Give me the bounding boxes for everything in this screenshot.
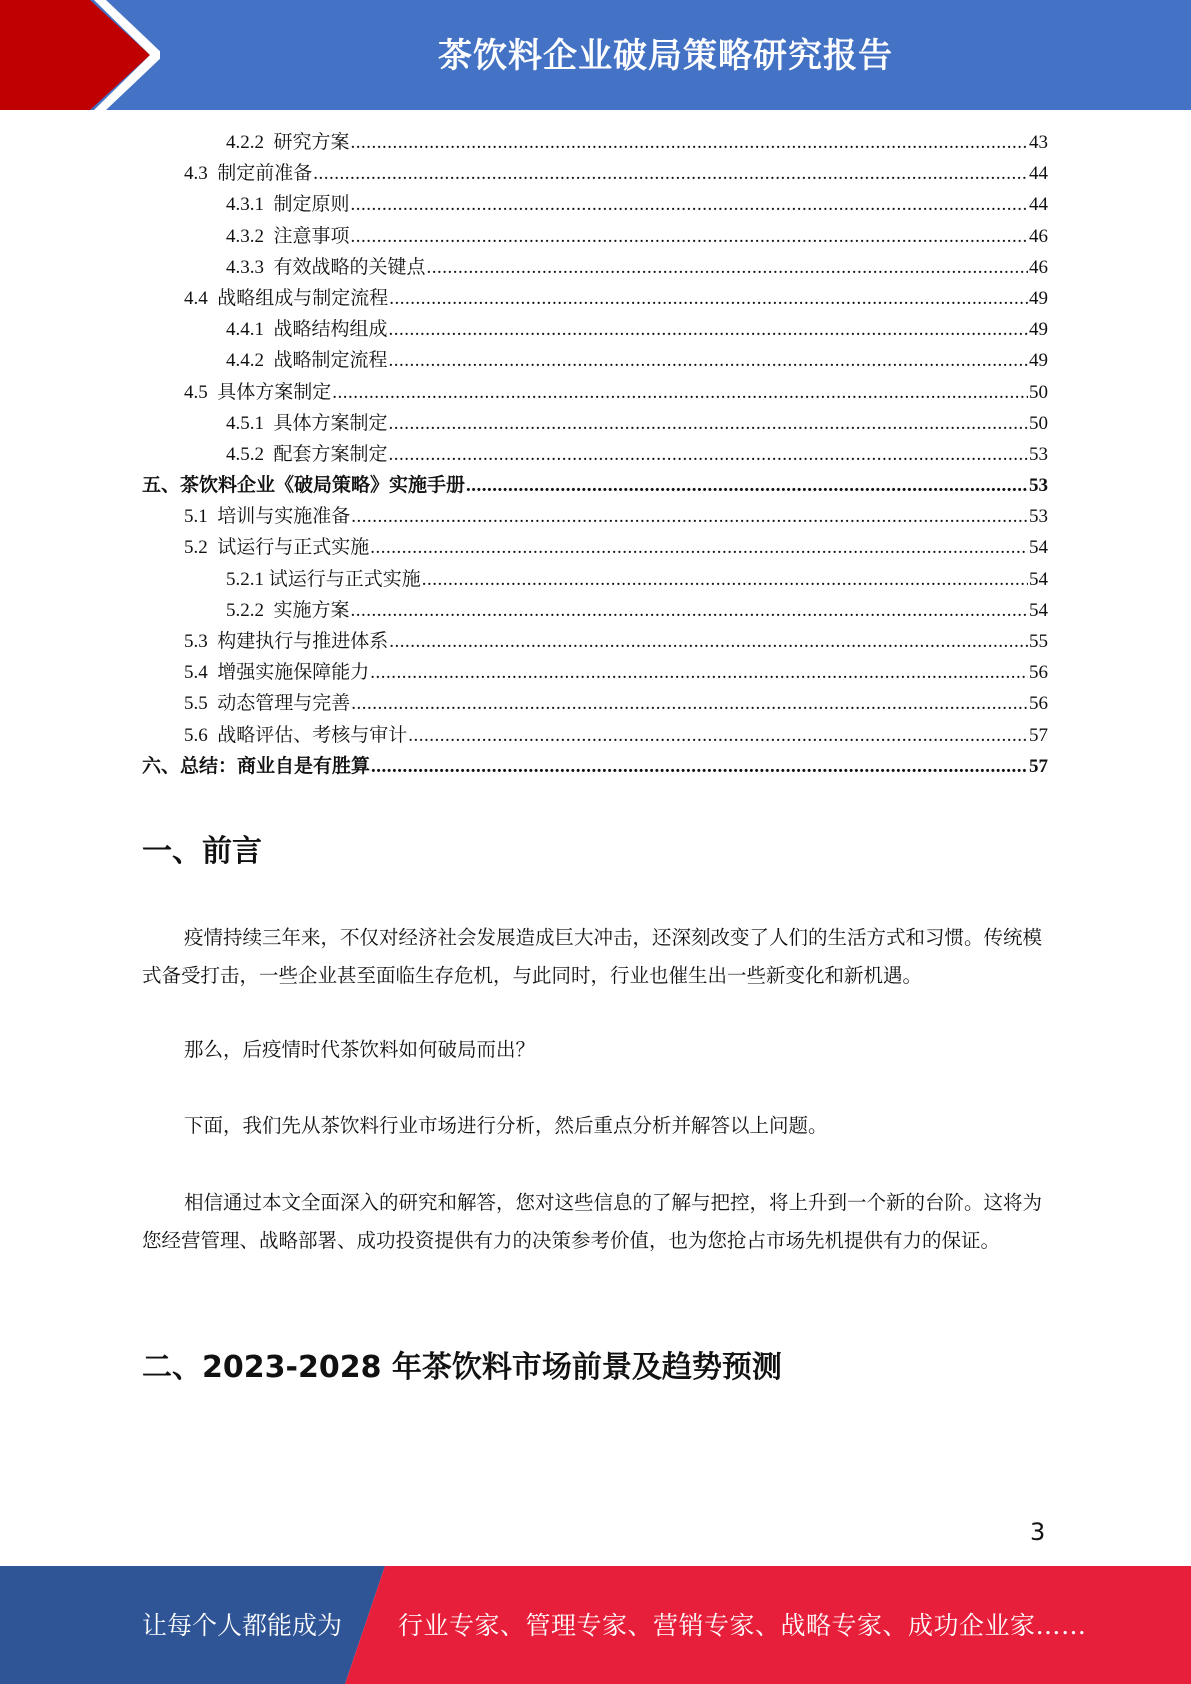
toc-entry-page: 50: [1029, 381, 1048, 403]
toc-leader-dots: [371, 751, 1028, 782]
toc-entry[interactable]: [142, 626, 1048, 657]
toc-entry[interactable]: [142, 189, 1048, 220]
toc-entry[interactable]: [142, 283, 1048, 314]
toc-entry-title: 五、茶饮料企业《破局策略》实施手册: [142, 475, 466, 497]
toc-entry-number: 5.3: [184, 631, 218, 652]
toc-leader-dots: [389, 439, 1028, 470]
toc-entry-number: 5.4: [184, 662, 218, 684]
toc-entry-page: 49: [1029, 319, 1048, 341]
toc-entry-number: 4.3.2: [226, 225, 274, 247]
toc-leader-dots: [351, 595, 1028, 626]
toc-entry-page: 56: [1029, 662, 1048, 684]
toc-entry-page: 46: [1029, 225, 1048, 247]
toc-entry[interactable]: [142, 127, 1048, 158]
page-number: 3: [1030, 1518, 1046, 1546]
toc-entry[interactable]: [142, 564, 1048, 595]
toc-leader-dots: [389, 626, 1028, 657]
toc-leader-dots: [351, 127, 1028, 158]
toc-leader-dots: [389, 408, 1028, 439]
toc-entry-number: 5.6: [184, 724, 218, 746]
toc-entry-page: 55: [1029, 631, 1048, 652]
toc-entry-title: 六、总结：商业自是有胜算: [142, 755, 371, 777]
toc-entry-page: 50: [1029, 412, 1048, 434]
toc-entry[interactable]: [142, 688, 1048, 719]
toc-leader-dots: [427, 252, 1028, 283]
toc-leader-dots: [313, 158, 1028, 189]
toc-entry-title: 试运行与正式实施: [268, 568, 421, 590]
toc-entry-page: 44: [1029, 194, 1048, 216]
toc-entry[interactable]: [142, 252, 1048, 283]
toc-entry[interactable]: [142, 532, 1048, 563]
toc-entry[interactable]: [142, 720, 1048, 751]
toc-entry-number: 4.3.3: [226, 256, 274, 278]
section-heading-preface: 一、前言: [142, 834, 262, 869]
section-heading-market-forecast: 二、2023-2028 年茶饮料市场前景及趋势预测: [142, 1350, 782, 1385]
toc-entry-title: 战略制定流程: [273, 350, 388, 372]
toc-entry[interactable]: [142, 377, 1048, 408]
toc-entry-title: 配套方案制定: [273, 443, 388, 465]
toc-entry-number: 4.4.2: [226, 350, 274, 372]
toc-leader-dots: [408, 720, 1028, 751]
toc-entry-title: 培训与实施准备: [217, 506, 351, 528]
toc-entry-number: 4.4.1: [226, 319, 274, 341]
toc-entry-page: 56: [1029, 693, 1048, 715]
toc-entry-title: 战略评估、考核与审计: [217, 724, 408, 746]
toc-entry-page: 44: [1029, 163, 1048, 185]
toc-entry-page: 54: [1029, 568, 1048, 590]
toc-entry-title: 有效战略的关键点: [273, 256, 426, 278]
toc-entry[interactable]: [142, 314, 1048, 345]
toc-leader-dots: [332, 377, 1028, 408]
toc-entry[interactable]: [142, 470, 1048, 501]
toc-entry-title: 战略组成与制定流程: [217, 287, 389, 309]
toc-entry-page: 57: [1029, 724, 1048, 746]
toc-leader-dots: [389, 283, 1028, 314]
toc-entry[interactable]: [142, 408, 1048, 439]
toc-leader-dots: [370, 532, 1028, 563]
toc-entry[interactable]: [142, 501, 1048, 532]
toc-entry-title: 动态管理与完善: [217, 693, 351, 715]
toc-entry-number: 5.1: [184, 506, 218, 528]
table-of-contents: [142, 127, 1048, 782]
toc-entry-page: 53: [1029, 506, 1048, 528]
toc-entry[interactable]: [142, 345, 1048, 376]
toc-leader-dots: [351, 189, 1028, 220]
toc-entry[interactable]: [142, 657, 1048, 688]
toc-entry-title: 构建执行与推进体系: [217, 631, 389, 652]
toc-entry-number: 4.5.2: [226, 443, 274, 465]
toc-entry-number: 5.5: [184, 693, 218, 715]
toc-entry-number: 5.2: [184, 537, 218, 559]
toc-entry-title: 注意事项: [273, 225, 350, 247]
toc-leader-dots: [370, 657, 1028, 688]
header-chevron-decoration: [0, 0, 160, 110]
preface-paragraph-1: 疫情持续三年来，不仅对经济社会发展造成巨大冲击，还深刻改变了人们的生活方式和习惯。传统模式备受打击，一些企业甚至面临生存危机，与此同时，行业也催生出一些新变化和新机遇。: [142, 928, 1043, 987]
toc-entry-number: 4.4: [184, 287, 218, 309]
toc-entry-title: 具体方案制定: [273, 412, 388, 434]
toc-entry-page: 53: [1029, 475, 1048, 497]
toc-entry-title: 增强实施保障能力: [217, 662, 370, 684]
toc-entry-page: 49: [1029, 350, 1048, 372]
toc-entry[interactable]: [142, 751, 1048, 782]
toc-entry-page: 54: [1029, 599, 1048, 621]
toc-entry[interactable]: [142, 221, 1048, 252]
toc-entry-number: 5.2.2: [226, 599, 274, 621]
toc-entry-title: 战略结构组成: [273, 319, 388, 341]
toc-entry[interactable]: [142, 439, 1048, 470]
toc-entry[interactable]: [142, 595, 1048, 626]
toc-entry-number: 4.2.2: [226, 132, 274, 153]
toc-entry-number: 4.3.1: [226, 194, 274, 216]
page-footer: [0, 1566, 1191, 1684]
toc-leader-dots: [351, 221, 1028, 252]
toc-entry-page: 46: [1029, 256, 1048, 278]
toc-entry-page: 53: [1029, 443, 1048, 465]
toc-leader-dots: [466, 470, 1028, 501]
toc-leader-dots: [351, 688, 1028, 719]
toc-leader-dots: [351, 501, 1028, 532]
footer-slogan-left: 让每个人都能成为: [142, 1611, 343, 1640]
toc-entry-title: 制定原则: [273, 194, 350, 216]
toc-leader-dots: [389, 314, 1028, 345]
toc-entry-page: 49: [1029, 287, 1048, 309]
toc-entry-title: 具体方案制定: [217, 381, 332, 403]
toc-entry-number: 4.3: [184, 163, 218, 185]
document-title: 茶饮料企业破局策略研究报告: [438, 36, 893, 76]
toc-entry-title: 试运行与正式实施: [217, 537, 370, 559]
toc-entry-number: 4.5.1: [226, 412, 274, 434]
toc-entry-title: 制定前准备: [217, 163, 313, 185]
preface-paragraph-4: 相信通过本文全面深入的研究和解答，您对这些信息的了解与把控，将上升到一个新的台阶。这将为您经营管理、战略部署、成功投资提供有力的决策参考价值，也为您抢占市场先机提供有力的保证。: [142, 1193, 1043, 1252]
toc-entry[interactable]: [142, 158, 1048, 189]
toc-leader-dots: [389, 345, 1028, 376]
toc-entry-page: 57: [1029, 755, 1048, 777]
toc-entry-title: 研究方案: [273, 132, 350, 153]
toc-entry-page: 54: [1029, 537, 1048, 559]
toc-leader-dots: [422, 564, 1028, 595]
preface-paragraph-3: 下面，我们先从茶饮料行业市场进行分析，然后重点分析并解答以上问题。: [184, 1116, 828, 1137]
page-header: [0, 0, 1191, 110]
toc-entry-page: 43: [1029, 132, 1048, 153]
preface-paragraph-2: 那么，后疫情时代茶饮料如何破局而出？: [184, 1040, 536, 1061]
toc-entry-number: 5.2.1: [226, 568, 269, 590]
toc-entry-title: 实施方案: [273, 599, 350, 621]
toc-entry-number: 4.5: [184, 381, 218, 403]
footer-slogan-right: 行业专家、管理专家、营销专家、战略专家、成功企业家……: [398, 1611, 1087, 1640]
